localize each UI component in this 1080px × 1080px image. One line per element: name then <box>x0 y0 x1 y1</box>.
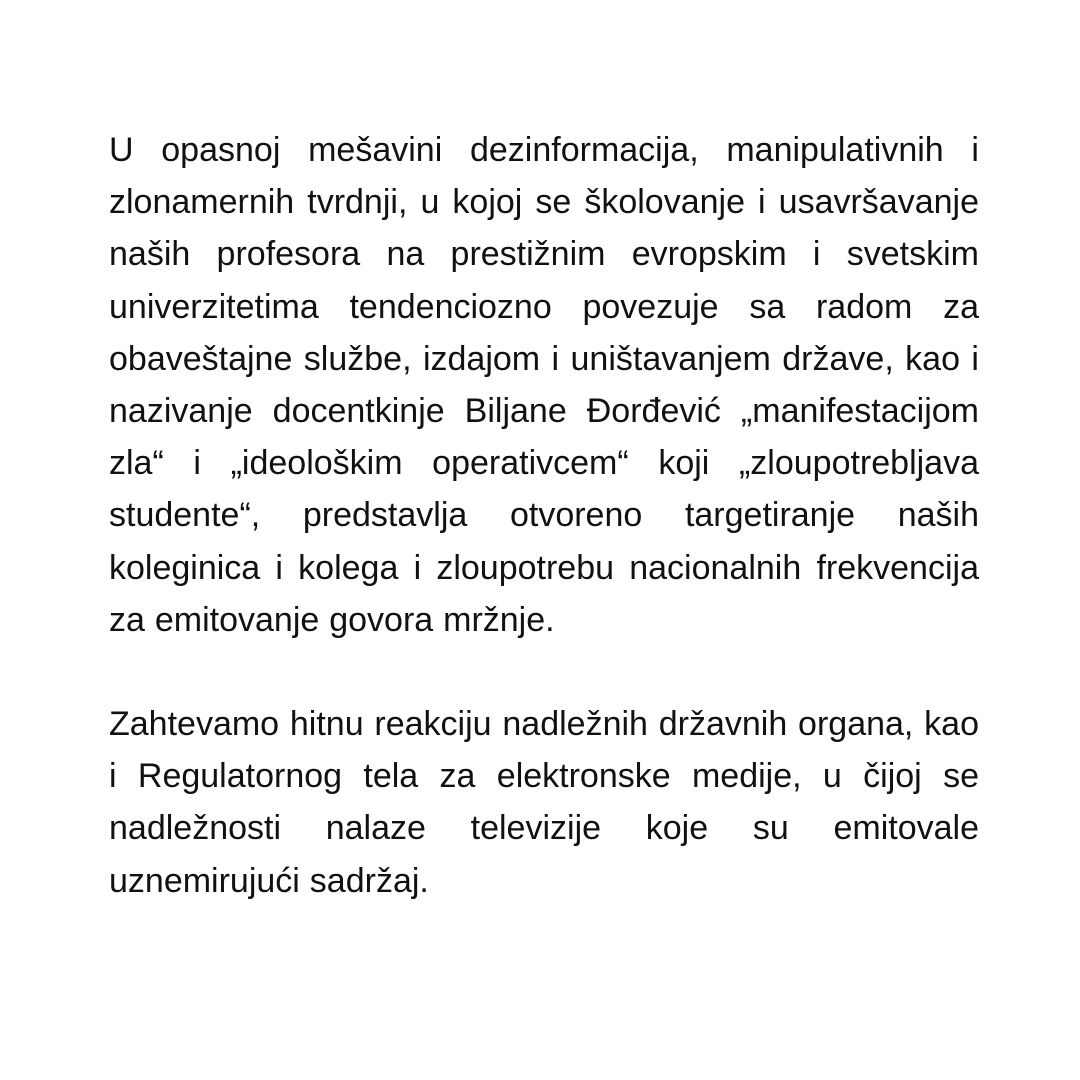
paragraph-statement: U opasnoj mešavini dezinformacija, manipulativnih i zlonamernih tvrdnji, u kojoj se školovanje i usavršavanje naših profesora na prestižnim evropskim i svetskim univerzitetima tendenciozno povezuje sa radom za obaveštajne službe, izdajom i uništavanjem države, kao i nazivanje docentkinje Biljane Đorđević „manifestacijom zla“ i „ideološkim operativcem“ koji „zloupotrebljava studente“, predstavlja otvoreno targetiranje naših koleginica i kolega i zloupotrebu nacionalnih frekvencija za emitovanje govora mržnje. <box>109 131 979 639</box>
statement-text <box>109 124 979 907</box>
paragraph-demand: Zahtevamo hitnu reakciju nadležnih državnih organa, kao i Regulatornog tela za elektronske medije, u čijoj se nadležnosti nalaze televizije koje su emitovale uznemirujući sadržaj. <box>109 705 979 900</box>
